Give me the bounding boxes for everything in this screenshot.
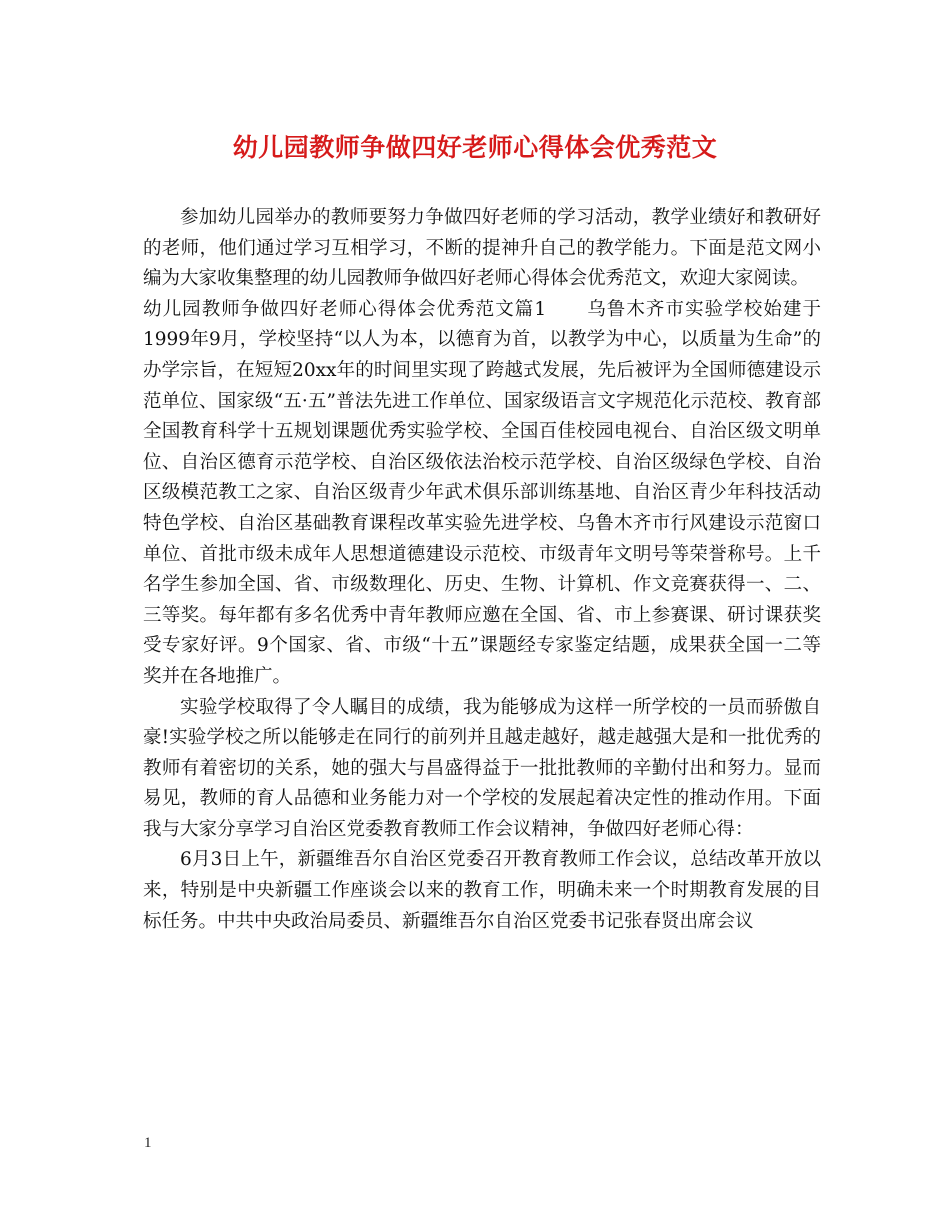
section-text: 乌鲁木齐市实验学校始建于1999年9月，学校坚持“以人为本，以德育为首，以教学为中心，以质量为生命”的办学宗旨，在短短20xx年的时间里实现了跨越式发展，先后被评为全国师德建设示范单位、国家级“五·五”普法先进工作单位、国家级语言文字规范化示范校、教育部全国教育科学十五规划课题优秀实验学校、全国百佳校园电视台、自治区级文明单位、自治区德育示范学校、自治区级依法治校示范学校、自治区级绿色学校、自治区级模范教工之家、自治区级青少年武术俱乐部训练基地、自治区青少年科技活动特色学校、自治区基础教育课程改革实验先进学校、乌鲁木齐市行风建设示范窗口单位、首批市级未成年人思想道德建设示范校、市级青年文明号等荣誉称号。上千名学生参加全国、省、市级数理化、历史、生物、计算机、作文竞赛获得一、二、三等奖。每年都有多名优秀中青年教师应邀在全国、省、市上参赛课、研讨课获奖受专家好评。9个国家、省、市级“十五”课题经专家鉴定结题，成果获全国一二等奖并在各地推广。: [143, 298, 821, 687]
document-body: [143, 203, 821, 937]
document-title: 幼儿园教师争做四好老师心得体会优秀范文: [232, 133, 718, 162]
school-paragraph: 实验学校取得了令人瞩目的成绩，我为能够成为这样一所学校的一员而骄傲自豪!实验学校之所以能够走在同行的前列并且越走越好，越走越强大是和一批优秀的教师有着密切的关系，她的强大与昌盛得益于一批批教师的辛勤付出和努力。显而易见，教师的育人品德和业务能力对一个学校的发展起着决定性的推动作用。下面我与大家分享学习自治区党委教育教师工作会议精神，争做四好老师心得：: [143, 696, 821, 840]
section-heading: 幼儿园教师争做四好老师心得体会优秀范文篇1: [143, 298, 547, 320]
intro-paragraph: 参加幼儿园举办的教师要努力争做四好老师的学习活动，教学业绩好和教研好的老师，他们通过学习互相学习，不断的提神升自己的教学能力。下面是范文网小编为大家收集整理的幼儿园教师争做四好老师心得体会优秀范文，欢迎大家阅读。: [143, 207, 821, 290]
section-paragraph: [143, 295, 821, 693]
page-number: 1: [144, 1135, 152, 1151]
meeting-paragraph: 6月3日上午，新疆维吾尔自治区党委召开教育教师工作会议，总结改革开放以来，特别是中央新疆工作座谈会以来的教育工作，明确未来一个时期教育发展的目标任务。中共中央政治局委员、新疆维吾尔自治区党委书记张春贤出席会议: [143, 849, 821, 932]
